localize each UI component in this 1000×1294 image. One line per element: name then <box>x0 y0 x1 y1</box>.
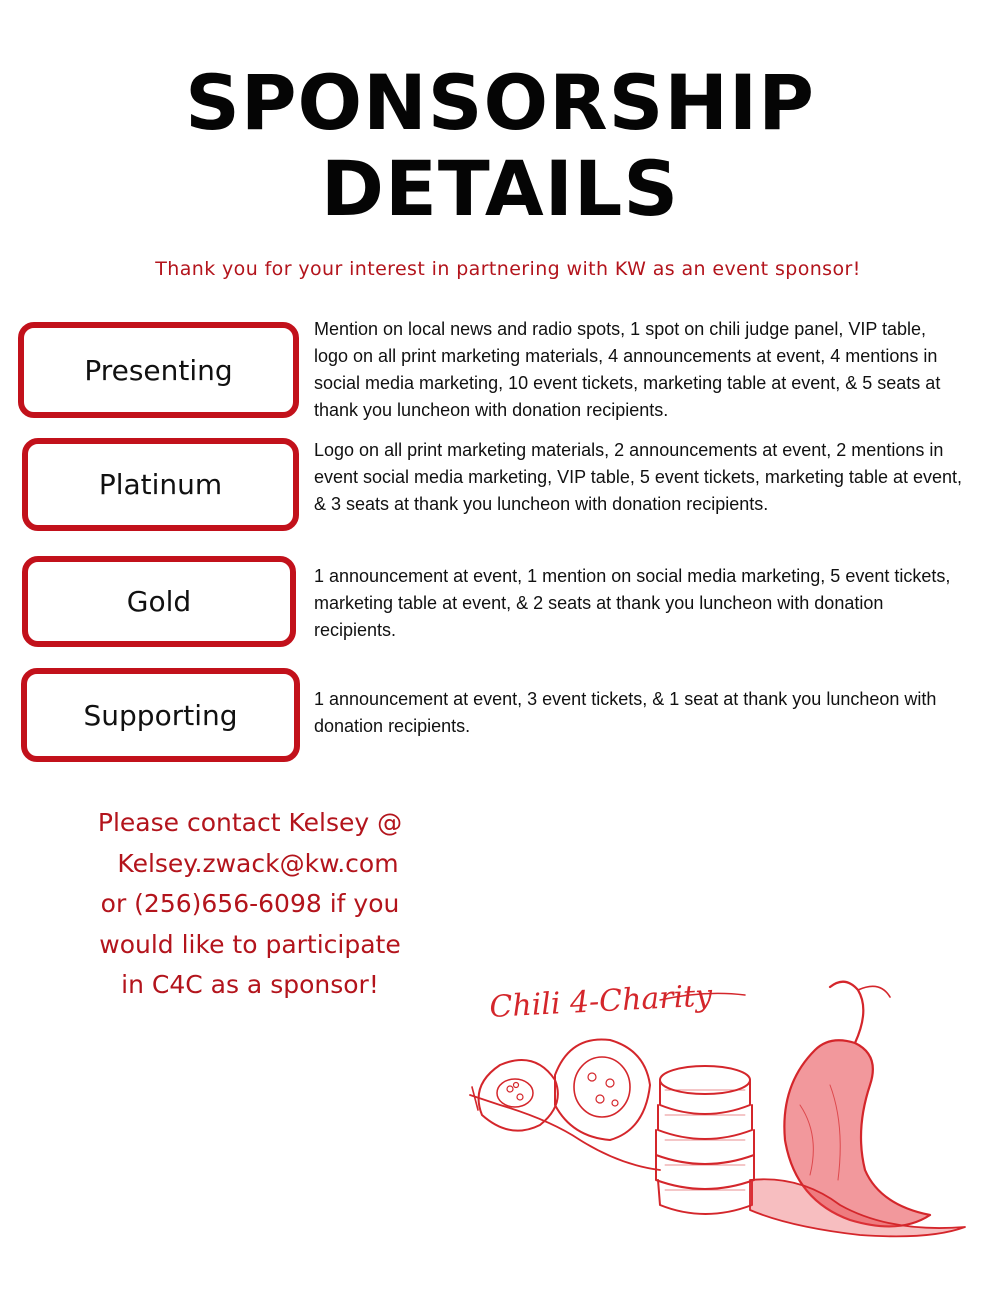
tier-box-supporting: Supporting <box>21 668 300 762</box>
tier-box-gold: Gold <box>22 556 296 647</box>
tier-box-platinum: Platinum <box>22 438 299 531</box>
subtitle: Thank you for your interest in partnering with KW as an event sponsor! <box>155 258 861 280</box>
contact-line: or (256)656-6098 if you <box>100 889 400 918</box>
title-line-2: DETAILS <box>320 144 680 233</box>
illustration-caption: Chili 4-Charity <box>488 978 714 1025</box>
contact-info <box>70 803 430 1006</box>
page-title <box>0 60 1000 232</box>
tier-box-presenting: Presenting <box>18 322 299 418</box>
title-line-1: SPONSORSHIP <box>185 58 815 147</box>
contact-line: in C4C as a sponsor! <box>121 970 379 999</box>
chili-illustration <box>460 965 980 1245</box>
tier-description-supporting: 1 announcement at event, 3 event tickets, & 1 seat at thank you luncheon with donation recipients. <box>314 689 937 736</box>
tier-description-presenting: Mention on local news and radio spots, 1 spot on chili judge panel, VIP table, logo on all print marketing materials, 4 announcements at event, 4 mentions in social media marketing, 10 event tickets, marketing table at event, & 5 seats at thank you luncheon with donation recipients. <box>314 319 941 420</box>
tier-description-platinum: Logo on all print marketing materials, 2 announcements at event, 2 mentions in event social media marketing, VIP table, 5 event tickets, marketing table at event, & 3 seats at thank you luncheon with donation recipients. <box>314 440 963 514</box>
contact-email: Kelsey.zwack@kw.com <box>117 848 399 878</box>
tier-description-gold: 1 announcement at event, 1 mention on social media marketing, 5 event tickets, marketing table at event, & 2 seats at thank you luncheon with donation recipients. <box>314 566 951 640</box>
contact-line: would like to participate <box>99 929 401 959</box>
contact-line: Please contact Kelsey @ <box>97 808 403 837</box>
